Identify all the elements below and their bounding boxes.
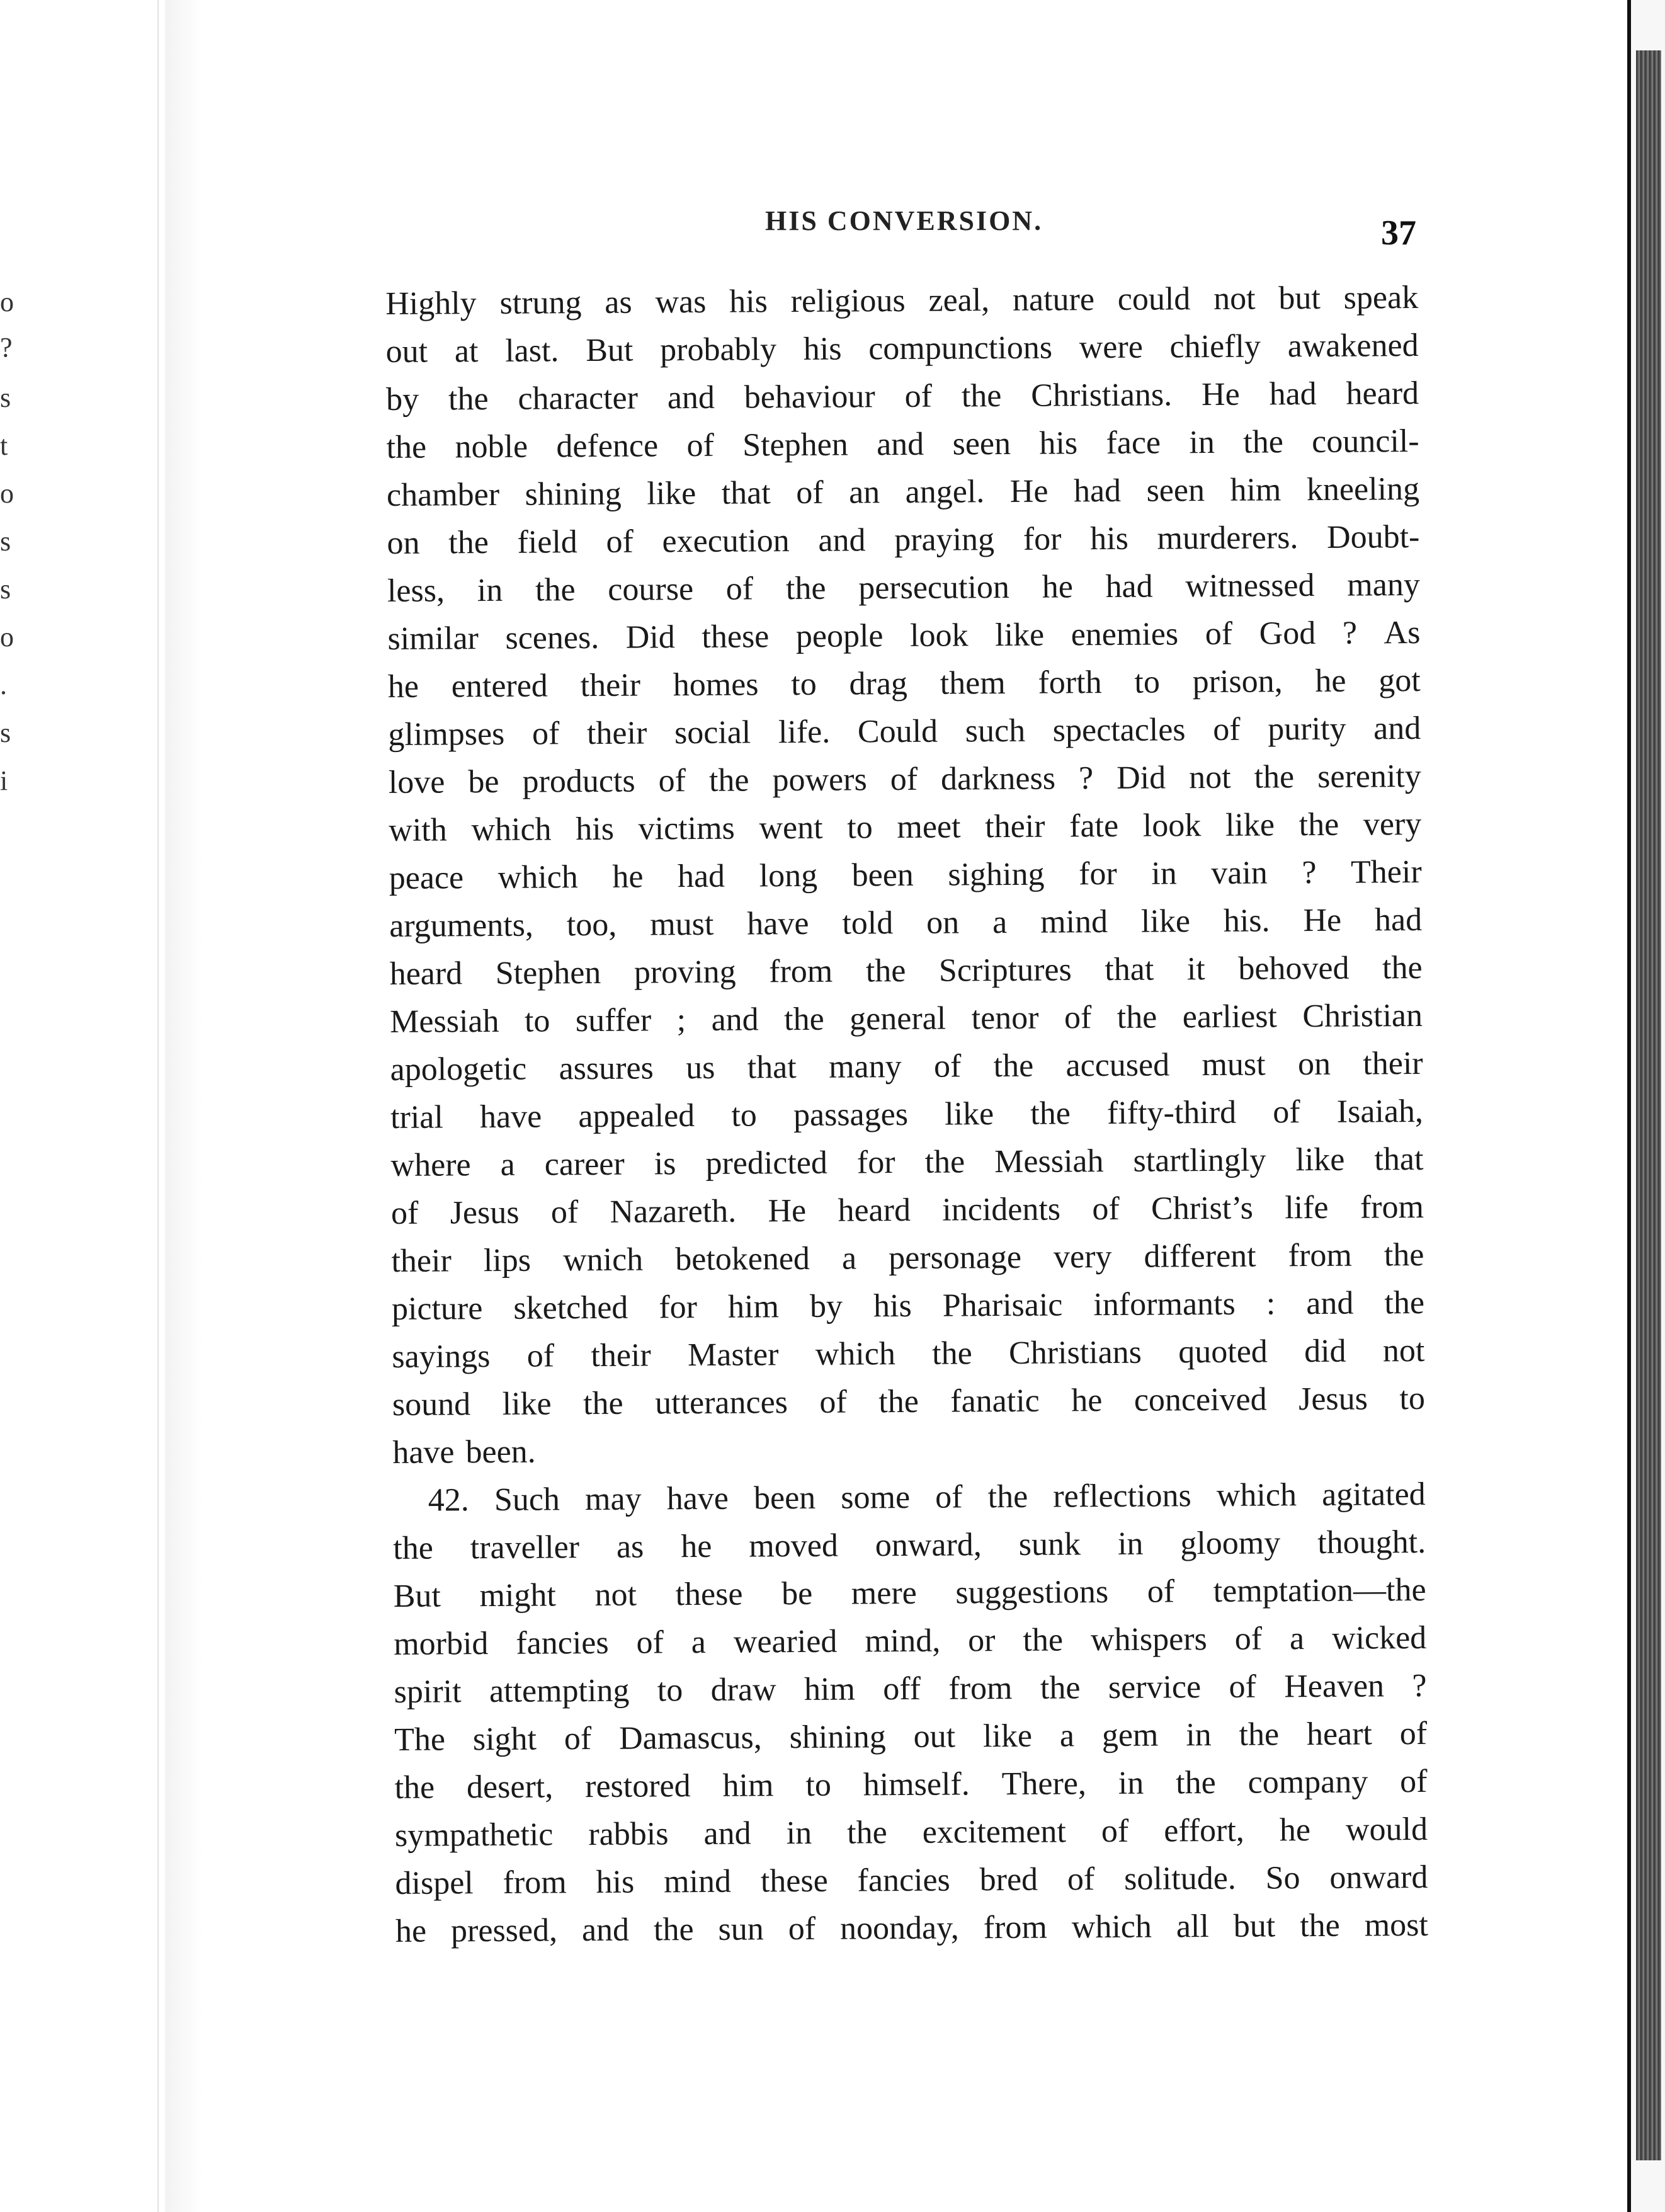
text-line: he entered their homes to drag them forth to prison, he got — [387, 662, 1421, 705]
text-line: picture sketched for him by his Pharisaic informants : and the — [391, 1284, 1425, 1327]
gutter-line — [157, 0, 159, 2212]
text-line: he pressed, and the sun of noonday, from which all but the most — [395, 1907, 1429, 1949]
text-line: spirit attempting to draw him off from the service of Heaven ? — [394, 1667, 1427, 1710]
text-line: 42. Such may have been some of the reflections which agitated — [428, 1476, 1426, 1519]
facing-letter: o — [0, 622, 14, 653]
page-edge-line — [1627, 0, 1631, 2212]
text-line: sympathetic rabbis and in the excitement of effort, he would — [394, 1811, 1428, 1854]
text-line: on the field of execution and praying for his murderers. Doubt- — [387, 518, 1420, 561]
running-head: HIS CONVERSION. — [765, 205, 1043, 236]
text-line: sayings of their Master which the Christians quoted did not — [392, 1332, 1425, 1375]
text-line: where a career is predicted for the Messiah startlingly like that — [390, 1141, 1424, 1183]
text-line: similar scenes. Did these people look like enemies of God ? As — [387, 614, 1421, 657]
text-line: less, in the course of the persecution he had witnessed many — [387, 566, 1421, 609]
text-line: Highly strung as was his religious zeal, nature could not but speak — [385, 279, 1419, 322]
text-line: morbid fancies of a wearied mind, or the whispers of a wicked — [394, 1619, 1427, 1662]
text-line: of Jesus of Nazareth. He heard incidents of Christ’s life from — [390, 1189, 1424, 1231]
facing-letter: . — [0, 670, 7, 700]
facing-letter: t — [0, 430, 8, 461]
text-line: Messiah to suffer ; and the general tenor of the earliest Christian — [390, 997, 1423, 1040]
text-line: out at last. But probably his compunctions were chiefly awakened — [385, 327, 1419, 370]
text-line: trial have appealed to passages like the fifty-third of Isaiah, — [390, 1093, 1424, 1136]
text-line: sound like the utterances of the fanatic he conceived Jesus to — [392, 1380, 1426, 1423]
text-line: the noble defence of Stephen and seen his face in the council- — [386, 423, 1419, 465]
text-line: glimpses of their social life. Could such spectacles of purity and — [388, 710, 1421, 753]
text-line: the traveller as he moved onward, sunk in gloomy thought. — [393, 1524, 1426, 1566]
facing-letter: s — [0, 382, 11, 413]
page-number: 37 — [1381, 214, 1416, 253]
facing-letter: o — [0, 287, 14, 317]
facing-letter: ? — [0, 332, 13, 363]
text-line: with which his victims went to meet their fate look like the very — [389, 806, 1422, 848]
page-edges-texture — [1636, 50, 1661, 2160]
text-line: by the character and behaviour of the Christians. He had heard — [385, 375, 1419, 418]
text-line: have been. — [392, 1434, 536, 1471]
facing-letter: i — [0, 765, 8, 796]
text-line: peace which he had long been sighing for in vain ? Their — [389, 853, 1422, 896]
text-line: dispel from his mind these fancies bred of solitude. So onward — [395, 1859, 1428, 1901]
body-text — [385, 274, 1428, 1956]
text-line: arguments, too, must have told on a mind like his. He had — [389, 901, 1423, 944]
text-line: chamber shining like that of an angel. He had seen him kneeling — [386, 470, 1420, 513]
facing-letter: s — [0, 526, 11, 557]
text-line: But might not these be mere suggestions of temptation—the — [393, 1571, 1426, 1614]
facing-letter: o — [0, 478, 14, 509]
gutter-shadow — [165, 0, 203, 2212]
text-line: The sight of Damascus, shining out like a gem in the heart of — [394, 1715, 1428, 1758]
facing-letter: s — [0, 717, 11, 748]
text-line: love be products of the powers of darkness ? Did not the serenity — [388, 758, 1421, 801]
paragraph — [393, 1471, 1429, 1956]
text-line: heard Stephen proving from the Scriptures that it behoved the — [389, 949, 1423, 992]
text-line: apologetic assures us that many of the accused must on their — [390, 1045, 1423, 1088]
facing-letter: s — [0, 574, 11, 605]
text-line: the desert, restored him to himself. There, in the company of — [394, 1763, 1428, 1806]
paragraph — [385, 274, 1426, 1477]
book-block-edge — [1627, 0, 1665, 2212]
text-line: their lips wnich betokened a personage very different from the — [391, 1236, 1424, 1279]
